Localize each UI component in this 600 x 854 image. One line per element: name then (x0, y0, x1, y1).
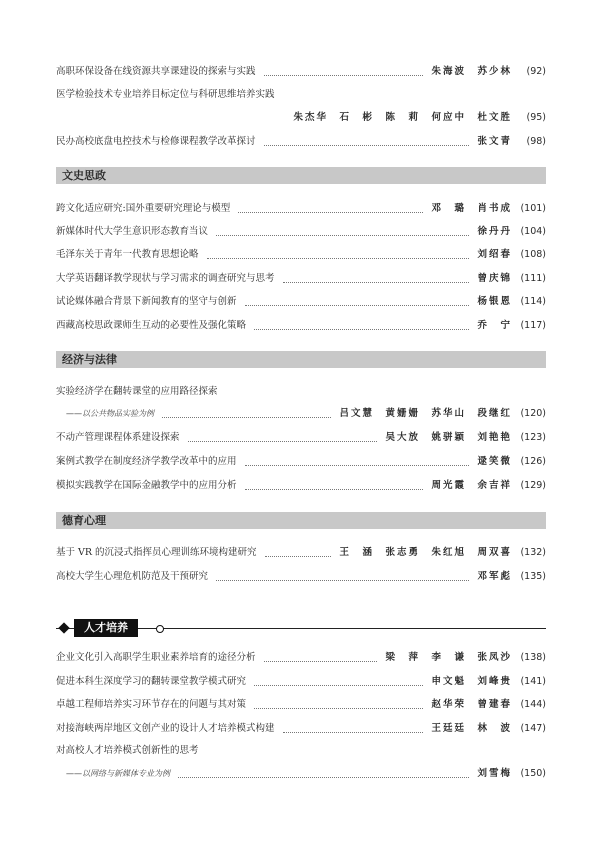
leader-dots (254, 685, 423, 686)
entry-authors: 梁 萍 李 谦 张凤沙 (385, 652, 512, 663)
circle-icon (156, 625, 164, 633)
toc-entry[interactable] (56, 64, 546, 80)
toc-entry[interactable] (56, 721, 546, 737)
entry-title: 模拟实践教学在国际金融教学中的应用分析 (56, 480, 237, 491)
entry-page: (144) (520, 699, 546, 710)
leader-dots (264, 145, 470, 146)
leader-dots (245, 305, 470, 306)
entry-title: 西藏高校思政课师生互动的必要性及强化策略 (56, 320, 247, 331)
entry-title: 新媒体时代大学生意识形态教育当议 (56, 226, 209, 237)
entry-authors: 邓 璐 肖书成 (431, 203, 512, 214)
entry-authors: 刘绍春 (477, 249, 512, 260)
entry-authors: 张文青 (477, 136, 512, 147)
entry-authors: 邓军彪 (477, 571, 512, 582)
entry-title: 卓越工程师培养实习环节存在的问题与其对策 (56, 699, 247, 710)
toc-entry[interactable] (56, 294, 546, 310)
entry-title: 不动产管理课程体系建设探索 (56, 432, 180, 443)
entry-title: 高校大学生心理危机防范及干预研究 (56, 571, 209, 582)
entry-authors: 王 涵 张志勇 朱红旭 周双喜 (339, 547, 512, 558)
toc-entry[interactable] (56, 697, 546, 713)
section-header (56, 351, 546, 368)
entry-page: (98) (526, 136, 546, 147)
entry-page: (126) (520, 456, 546, 467)
entry-title: 对接海峡两岸地区文创产业的设计人才培养模式构建 (56, 723, 275, 734)
entry-authors: 赵华荣 曾建春 (431, 699, 512, 710)
toc-entry[interactable] (56, 430, 546, 446)
leader-dots (178, 777, 469, 778)
section-header (56, 512, 546, 529)
entry-authors: 王廷廷 林 波 (431, 723, 512, 734)
toc-entry[interactable] (56, 271, 546, 287)
entry-authors: 朱杰华 石 彬 陈 莉 何应中 杜文胜 (293, 112, 512, 123)
entry-page: (92) (526, 66, 546, 77)
section-header (56, 167, 546, 184)
leader-dots (207, 258, 470, 259)
entry-page: (135) (520, 571, 546, 582)
entry-title: 跨文化适应研究:国外重要研究理论与模型 (56, 203, 231, 214)
leader-dots (283, 282, 470, 283)
entry-page: (123) (520, 432, 546, 443)
entry-page: (108) (520, 249, 546, 260)
toc-entry[interactable] (56, 134, 546, 150)
toc-entry[interactable] (56, 247, 546, 263)
entry-page: (129) (520, 480, 546, 491)
toc-entry[interactable] (56, 569, 546, 585)
entry-authors: 申文魁 刘峰贵 (431, 676, 512, 687)
entry-page: (117) (520, 320, 546, 331)
toc-entry-title-line[interactable]: 对高校人才培养模式创新性的思考 (56, 745, 199, 756)
toc-entry[interactable] (56, 318, 546, 334)
entry-title: 高职环保设备在线资源共享课建设的探索与实践 (56, 66, 256, 77)
toc-entry[interactable] (56, 201, 546, 217)
leader-dots (162, 417, 331, 418)
leader-dots (245, 465, 470, 466)
entry-title: 试论媒体融合背景下新闻教育的坚守与创新 (56, 296, 237, 307)
entry-page: (138) (520, 652, 546, 663)
leader-dots (216, 580, 469, 581)
entry-authors: 刘雪梅 (477, 768, 512, 779)
entry-subtitle: ——以公共物品实验为例 (66, 409, 154, 418)
leader-dots (245, 489, 424, 490)
leader-dots (254, 708, 423, 709)
entry-page: (120) (520, 408, 546, 419)
entry-title: 大学英语翻译教学现状与学习需求的调查研究与思考 (56, 273, 275, 284)
entry-authors: 朱海波 苏少林 (431, 66, 512, 77)
toc-entry[interactable] (56, 545, 546, 561)
toc-entry[interactable] (56, 454, 546, 470)
entry-authors: 曾庆锦 (477, 273, 512, 284)
entry-authors: 徐丹丹 (477, 226, 512, 237)
entry-title: 促进本科生深度学习的翻转课堂教学模式研究 (56, 676, 247, 687)
section-title: 文史思政 (62, 169, 106, 182)
leader-dots (264, 661, 378, 662)
entry-page: (95) (526, 112, 546, 123)
entry-authors: 杨银恩 (477, 296, 512, 307)
entry-page: (104) (520, 226, 546, 237)
entry-page: (101) (520, 203, 546, 214)
entry-authors: 逯笑微 (477, 456, 512, 467)
section-title: 德育心理 (62, 514, 106, 527)
leader-dots (283, 732, 424, 733)
toc-entry[interactable] (56, 478, 546, 494)
entry-page: (132) (520, 547, 546, 558)
entry-page: (114) (520, 296, 546, 307)
diamond-icon (58, 622, 69, 633)
leader-dots (254, 329, 469, 330)
toc-entry[interactable] (56, 650, 546, 666)
entry-title: 民办高校底盘电控技术与检修课程教学改革探讨 (56, 136, 256, 147)
entry-page: (111) (520, 273, 546, 284)
entry-authors: 乔 宁 (477, 320, 512, 331)
toc-entry-title-line[interactable]: 医学检验技术专业培养目标定位与科研思维培养实践 (56, 89, 275, 100)
special-section-header (56, 617, 546, 641)
leader-dots (188, 441, 378, 442)
entry-page: (150) (520, 768, 546, 779)
toc-entry[interactable] (56, 674, 546, 690)
toc-entry[interactable] (56, 224, 546, 240)
toc-entry[interactable] (56, 110, 546, 126)
entry-authors: 吕文慧 黄姗姗 苏华山 段继红 (339, 408, 512, 419)
toc-entry-title-line[interactable]: 实验经济学在翻转课堂的应用路径探索 (56, 386, 218, 397)
entry-page: (141) (520, 676, 546, 687)
leader-dots (216, 235, 469, 236)
section-title: 人才培养 (74, 619, 138, 637)
entry-authors: 周光霞 余吉祥 (431, 480, 512, 491)
entry-title: 案例式教学在制度经济学教学改革中的应用 (56, 456, 237, 467)
leader-dots (264, 75, 424, 76)
entry-title: 基于 VR 的沉浸式指挥员心理训练环境构建研究 (56, 547, 257, 558)
toc-entry[interactable] (56, 766, 546, 782)
entry-title: 毛泽东关于青年一代教育思想论略 (56, 249, 199, 260)
entry-subtitle: ——以网络与新媒体专业为例 (66, 769, 170, 778)
leader-dots (265, 556, 332, 557)
entry-authors: 吴大放 姚骈颖 刘艳艳 (385, 432, 512, 443)
section-title: 经济与法律 (62, 353, 117, 366)
toc-entry[interactable] (56, 406, 546, 422)
entry-page: (147) (520, 723, 546, 734)
entry-title: 企业文化引入高职学生职业素养培育的途径分析 (56, 652, 256, 663)
leader-dots (238, 212, 423, 213)
